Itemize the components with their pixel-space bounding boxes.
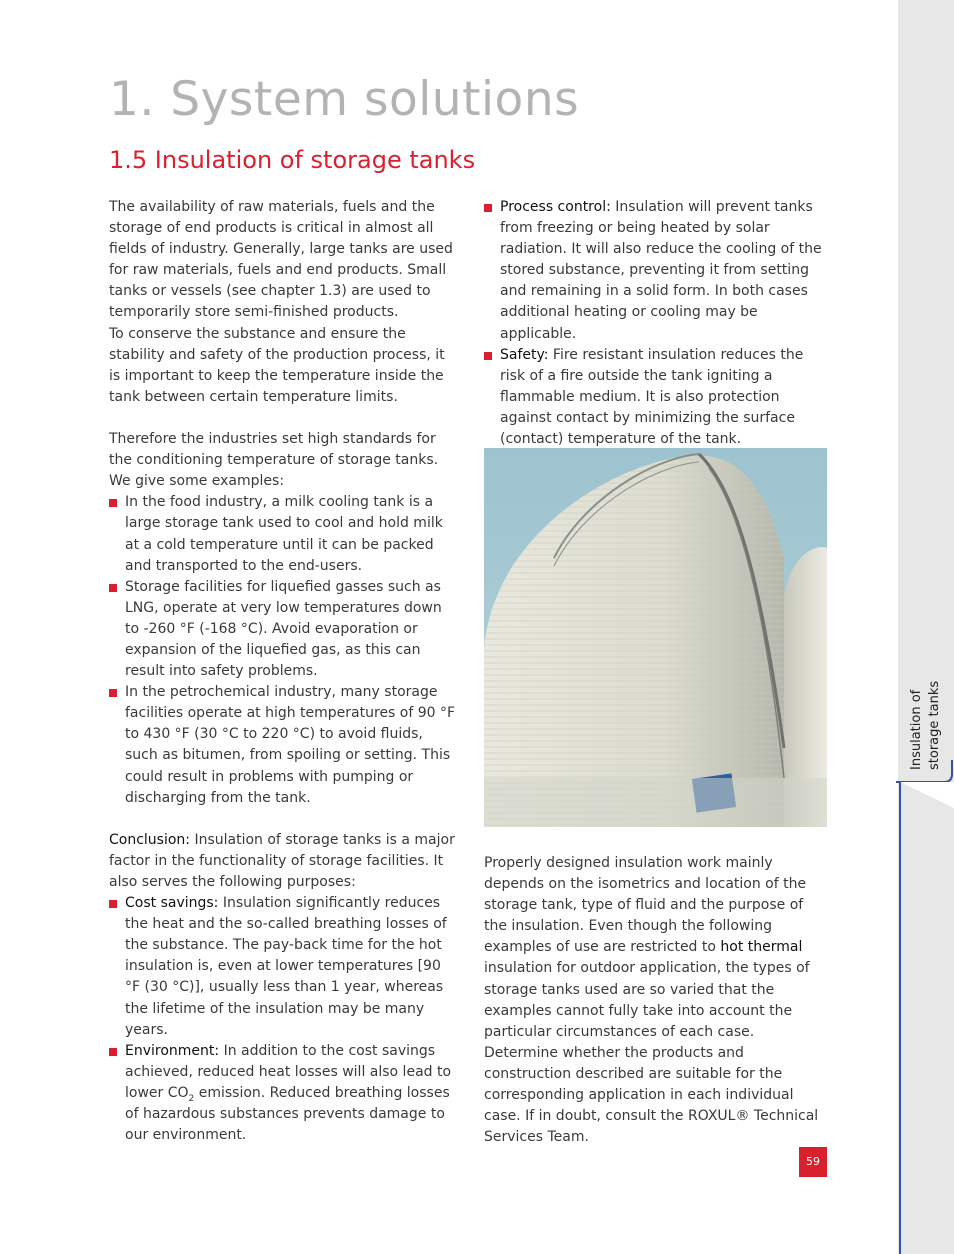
purpose-term: Environment:: [125, 1042, 220, 1059]
list-item: Cost savings: Insulation significantly reduces the heat and the so-called breathing losses of the substance. The pay-back time for the hot insulation is, even at lower temperatures [90 °F (30 °C)], usually less than 1 year, whereas the lifetime of the insulation may be many years.: [109, 893, 457, 1041]
list-item: Storage facilities for liquefied gasses such as LNG, operate at very low temperatures down to -260 °F (-168 °C). Avoid evaporation or expansion of the liquefied gas, as this can result into safety problems.: [109, 577, 457, 682]
list-item: In the petrochemical industry, many storage facilities operate at high temperatures of 90 °F to 430 °F (30 °C to 220 °C) to avoid fluids, such as bitumen, from spoiling or setting. This could result in problems with pumping or discharging from the tank.: [109, 682, 457, 809]
right-column-top: [484, 197, 830, 450]
bullet-icon: [109, 900, 117, 908]
purposes-list: [109, 893, 457, 1146]
intro-paragraph: We give some examples:: [109, 473, 285, 490]
closing-paragraph: Properly designed insulation work mainly depends on the isometrics and location of the storage tank, type of fluid and the purpose of the insulation. Even though the following examples of use are restricted to hot thermal insulation for outdoor application, the types of storage tanks used are so varied that the examples cannot fully take into account the particular circumstances of each case. Determine whether the products and construction described are suitable for the corresponding application in each individual case. If in doubt, consult the ROXUL® Technical Services Team.: [484, 855, 819, 1146]
right-column-bottom: [484, 853, 830, 1148]
intro-paragraph: Therefore the industries set high standards for the conditioning temperature of storage tanks.: [109, 431, 439, 469]
bullet-icon: [109, 1048, 117, 1056]
bullet-icon: [109, 499, 117, 507]
hot-thermal-term: hot thermal: [720, 939, 803, 956]
bullet-icon: [484, 204, 492, 212]
conclusion-term: Conclusion:: [109, 831, 191, 848]
storage-tank-photo: [484, 448, 827, 827]
page-number: 59: [799, 1147, 827, 1177]
section-title: 1.5 Insulation of storage tanks: [109, 146, 476, 174]
intro-paragraph: The availability of raw materials, fuels and the storage of end products is critical in almost all fields of industry. Generally, large tanks are used for raw materials, fuels and end products. Small tanks or vessels (see chapter 1.3) are used to temporarily store semi-finished products.: [109, 199, 453, 321]
list-item: Process control: Insulation will prevent tanks from freezing or being heated by solar radiation. It will also reduce the cooling of the stored substance, preventing it from setting and remaining in a solid form. In both cases additional heating or cooling may be applicable.: [484, 197, 830, 345]
purpose-term: Process control:: [500, 199, 611, 215]
bullet-icon: [484, 352, 492, 360]
list-item: Environment: In addition to the cost savings achieved, reduced heat losses will also lead to lower $CO_2$ emission. Reduced breathing losses of hazardous substances prevents damage to our environment.: [109, 1041, 457, 1146]
purposes-list: [484, 197, 830, 450]
intro-paragraph: To conserve the substance and ensure the stability and safety of the production process, it is important to keep the temperature inside the tank between certain temperature limits.: [109, 325, 445, 405]
examples-list: [109, 492, 457, 808]
conclusion-paragraph: Conclusion: Insulation of storage tanks is a major factor in the functionality of storage facilities. It also serves the following purposes:: [109, 831, 455, 890]
sidebar-label: Insulation of storage tanks: [909, 680, 942, 770]
left-column: [109, 197, 457, 1146]
bullet-icon: [109, 584, 117, 592]
sidebar-frame: [896, 760, 954, 1254]
list-item: In the food industry, a milk cooling tank is a large storage tank used to cool and hold milk at a cold temperature until it can be packed and transported to the end-users.: [109, 492, 457, 576]
page-title: 1. System solutions: [109, 72, 580, 127]
purpose-term: Cost savings:: [125, 895, 219, 912]
purpose-term: Safety:: [500, 346, 549, 363]
list-item: Safety: Fire resistant insulation reduces the risk of a fire outside the tank igniting a flammable medium. It is also protection against contact by minimizing the surface (contact) temperature of the tank.: [484, 345, 830, 450]
bullet-icon: [109, 689, 117, 697]
